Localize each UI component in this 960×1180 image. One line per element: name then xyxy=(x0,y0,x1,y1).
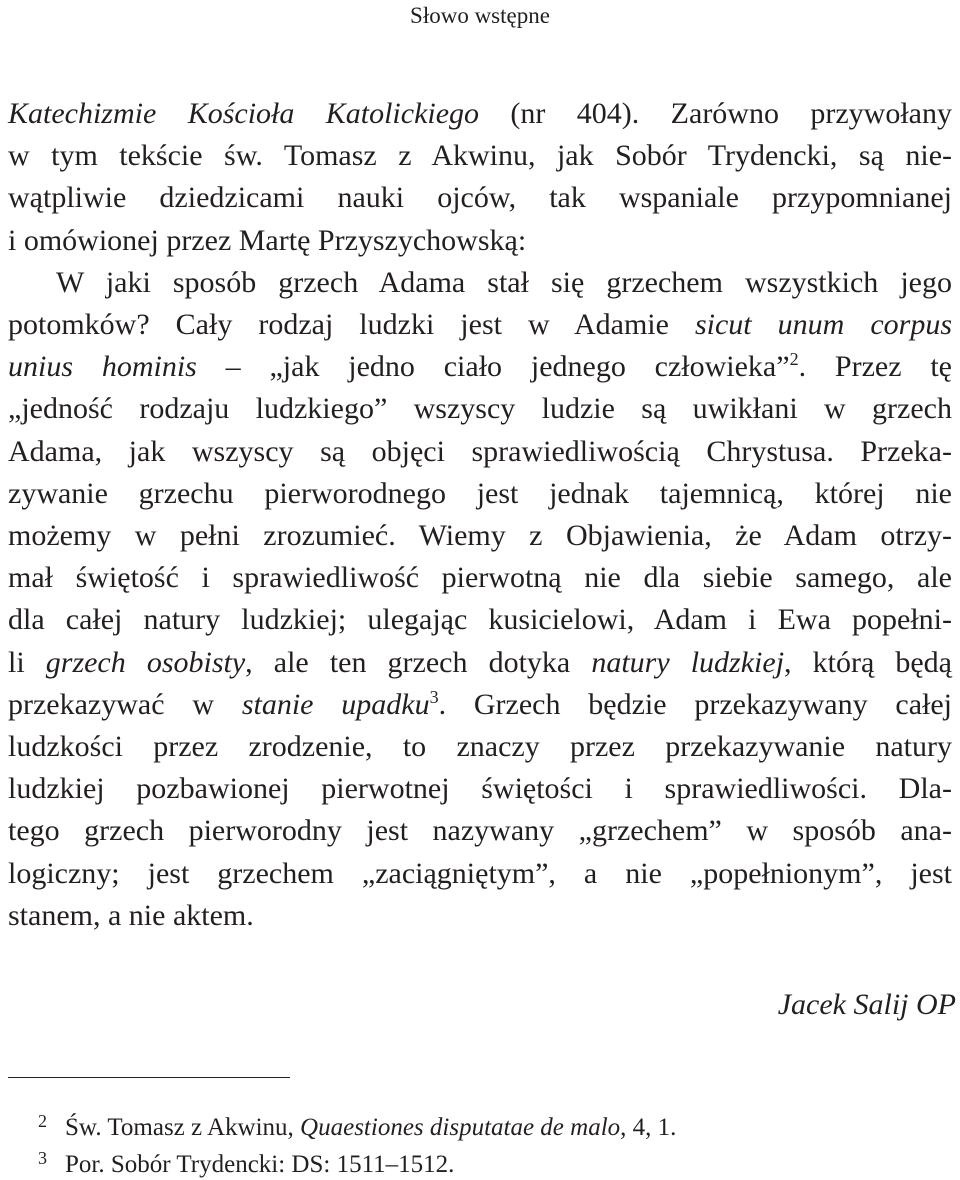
text-line: Katechizmie Kościoła Katolickiego (nr 404). Zarówno przywołany xyxy=(8,97,952,130)
footnote-ref-2[interactable]: 2 xyxy=(789,349,799,370)
quote-line: przekazywać w stanie upadku$^3$. Grzech będzie przekazywany całej xyxy=(8,686,953,721)
text-line: i omówionej przez Martę Przyszychowską: xyxy=(8,223,527,257)
work-title: Quaestiones disputatae de malo xyxy=(300,1114,621,1141)
footnote-number: 2 xyxy=(38,1111,47,1131)
quote-line: Adama, jak wszyscy są objęci sprawiedliwością Chrystusa. Przeka- xyxy=(8,434,952,468)
body-paragraph xyxy=(8,93,952,937)
text-line: w tym tekście św. Tomasz z Akwinu, jak Sobór Trydencki, są nie- xyxy=(8,139,952,173)
quote-line: mał świętość i sprawiedliwość pierwotną nie dla siebie samego, ale xyxy=(8,561,952,595)
quote-line: W jaki sposób grzech Adama stał się grzechem wszystkich jego xyxy=(56,265,952,299)
quote-line: ludzkiej pozbawionej pierwotnej świętości i sprawiedliwości. Dla- xyxy=(8,772,952,806)
italic-title: Katechizmie Kościoła Katolickiego xyxy=(8,97,480,130)
quote-line: zywanie grzechu pierworodnego jest jednak tajemnicą, której nie xyxy=(8,476,952,510)
quote-line: unius hominis – „jak jedno ciało jednego człowieka”$^2$. Przez tę xyxy=(8,349,952,384)
quote-line: tego grzech pierworodny jest nazywany „grzechem” w sposób ana- xyxy=(8,814,952,848)
quote-line: potomków? Cały rodzaj ludzki jest w Adamie sicut unum corpus xyxy=(8,308,952,342)
text-line: wątpliwie dziedzicami nauki ojców, tak wspaniale przypomnianej xyxy=(8,181,952,215)
running-head: Słowo wstępne xyxy=(410,3,550,28)
footnotes xyxy=(8,1106,952,1180)
quote-line: „jedność rodzaju ludzkiego” wszyscy ludzie są uwikłani w grzech xyxy=(8,392,952,426)
quote-line: logiczny; jest grzechem „zaciągniętym”, a nie „popełnionym”, jest xyxy=(8,856,952,890)
footnote-number: 3 xyxy=(38,1148,47,1168)
quote-line: dla całej natury ludzkiej; ulegając kusicielowi, Adam i Ewa popełni- xyxy=(8,603,952,637)
quote-line: li grzech osobisty, ale ten grzech dotyka natury ludzkiej, którą będą xyxy=(8,645,952,679)
footnote-divider xyxy=(8,1077,290,1078)
latin-phrase: unius hominis xyxy=(8,350,197,384)
author-signature: Jacek Salij OP xyxy=(777,988,956,1021)
quote-line: stanem, a nie aktem. xyxy=(8,898,254,932)
footnote-2: 2 Św. Tomasz z Akwinu, Quaestiones disputatae de malo, 4, 1. xyxy=(8,1106,952,1143)
footnote-3: 3 Por. Sobór Trydencki: DS: 1511–1512. xyxy=(8,1143,952,1180)
latin-phrase: sicut unum corpus xyxy=(694,308,952,342)
footnote-ref-3[interactable]: 3 xyxy=(429,686,439,707)
quote-line: ludzkości przez zrodzenie, to znaczy przez przekazywanie natury xyxy=(8,730,952,764)
quote-line: możemy w pełni zrozumieć. Wiemy z Objawienia, że Adam otrzy- xyxy=(8,519,952,553)
